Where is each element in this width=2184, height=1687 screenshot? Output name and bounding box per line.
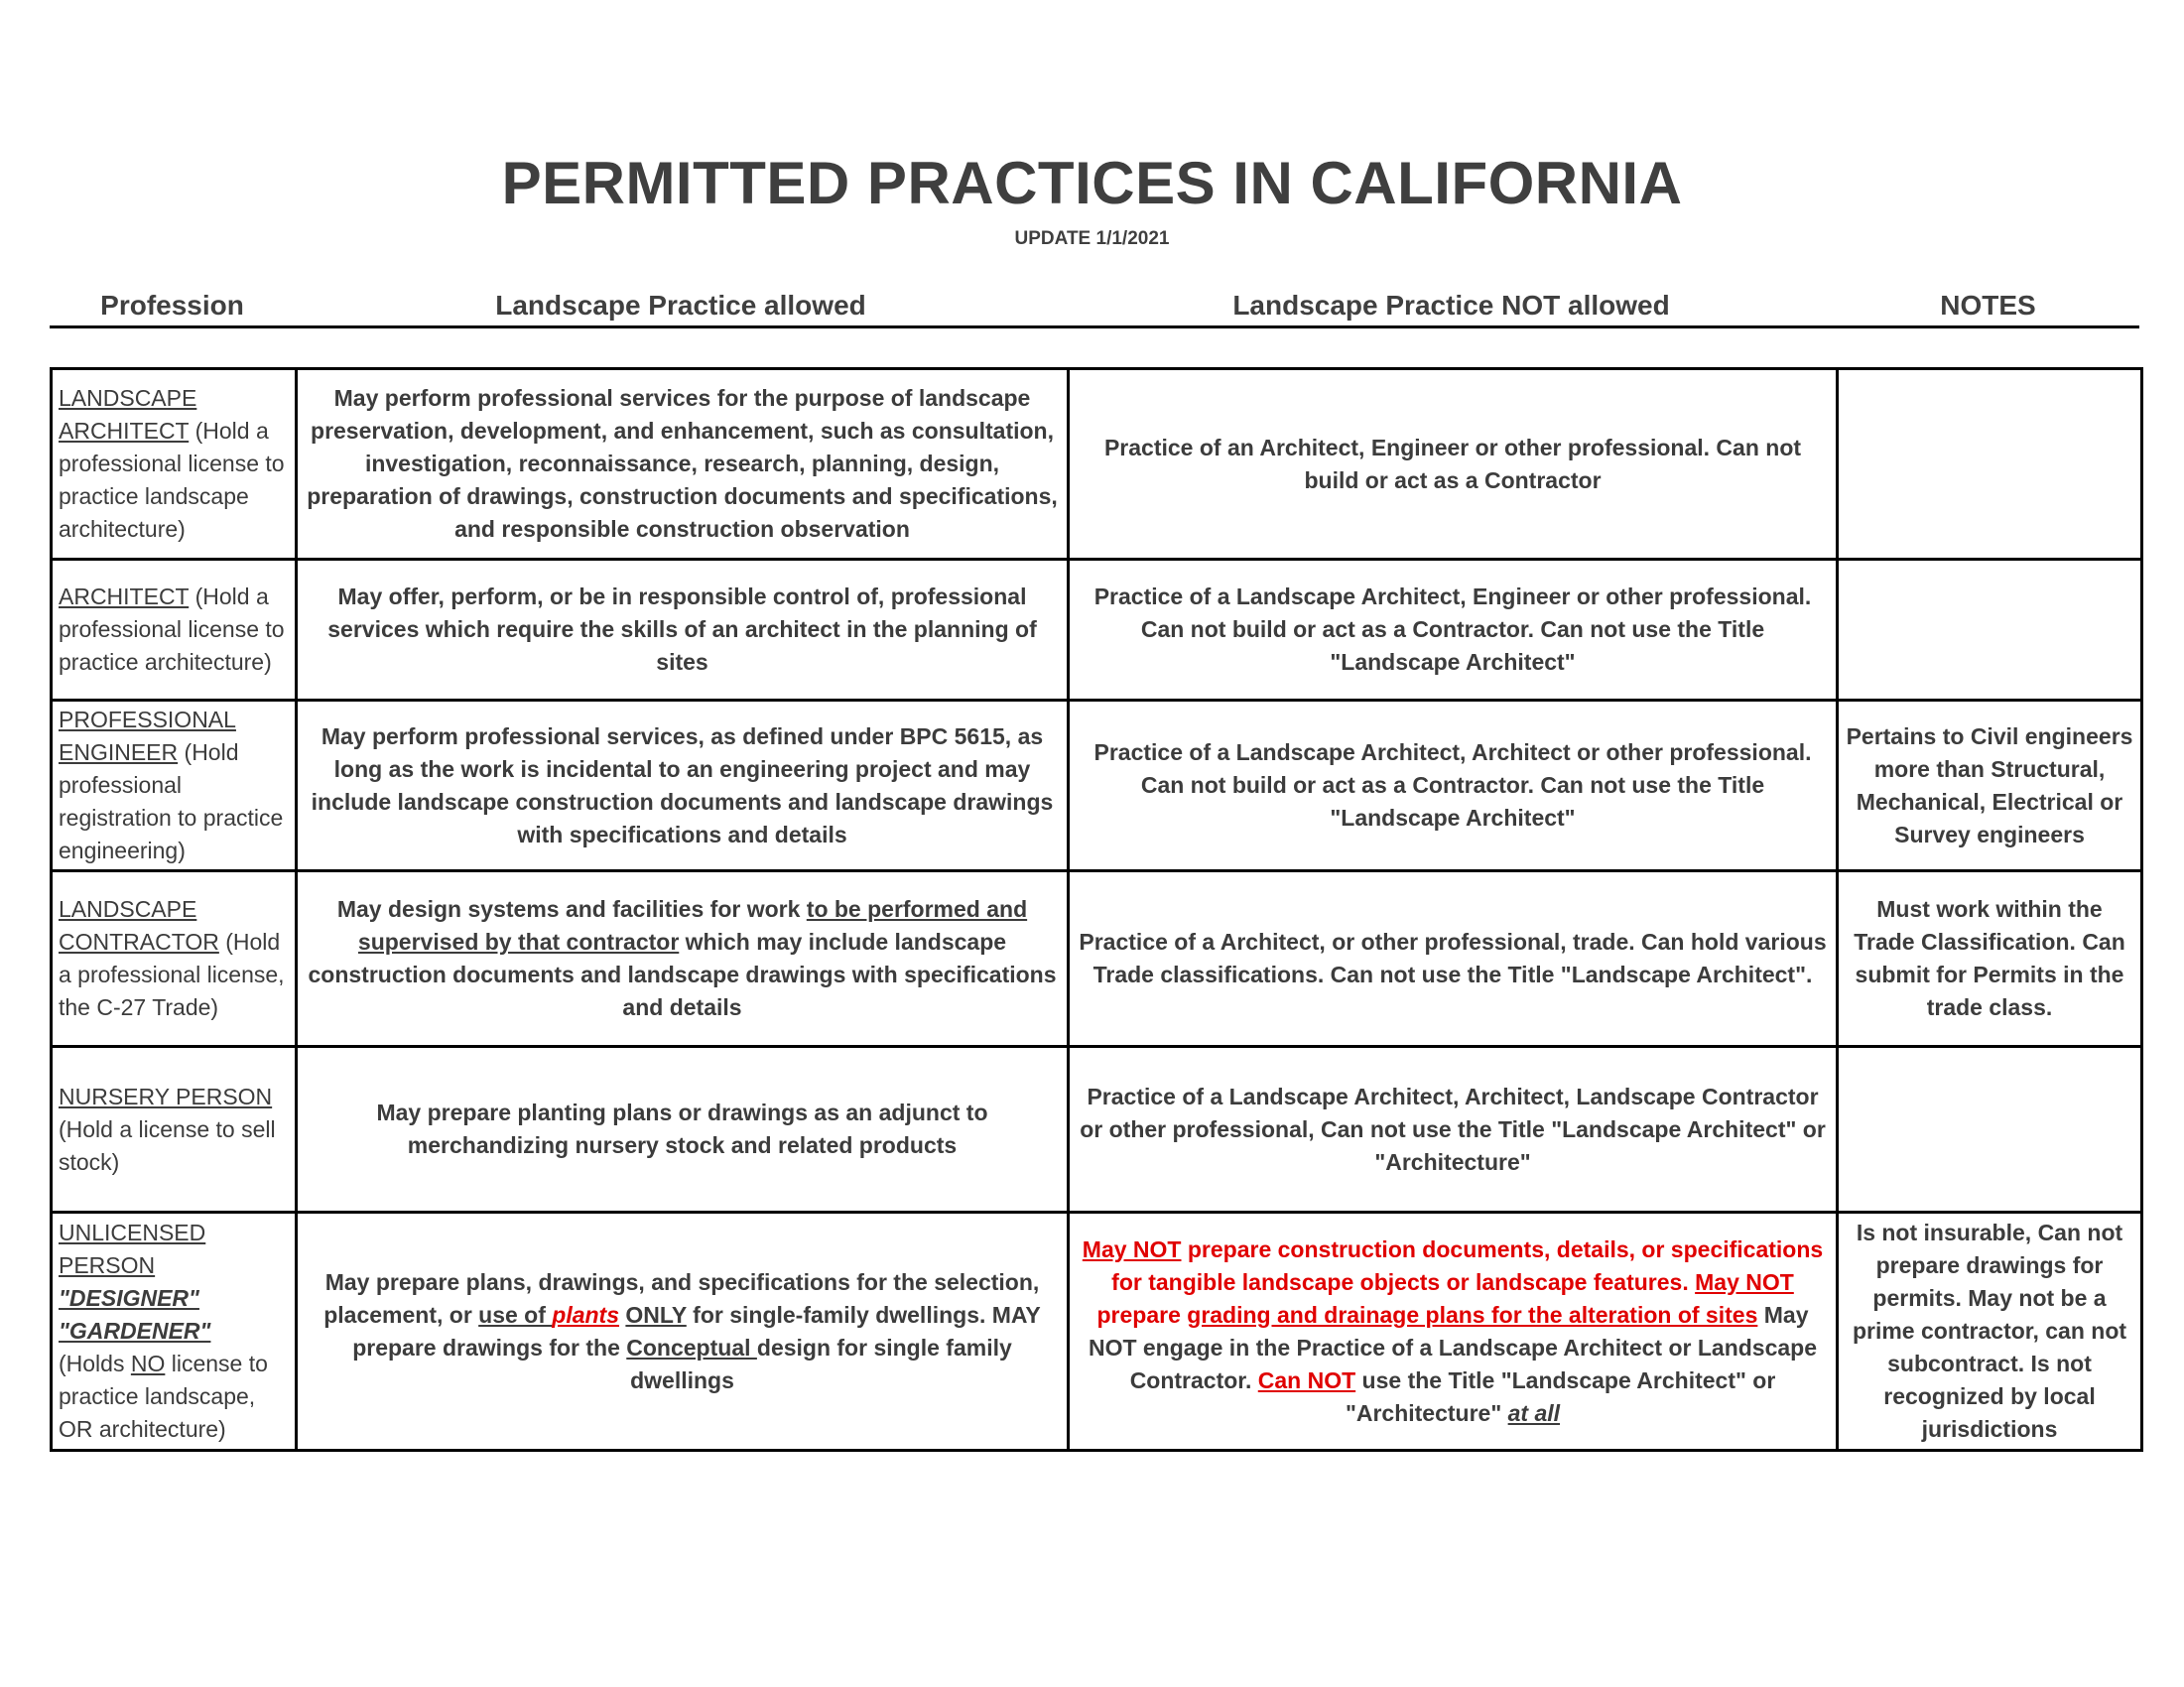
allowed-text: design for single family dwellings [630,1334,1012,1393]
allowed-cell: May perform professional services for the purpose of landscape preservation, development, and enhancement, such as consultation, investigation, reconnaissance, research, planning, design, preparation of drawings, construction documents and specifications, and responsible construction observation [297,369,1069,560]
column-header-profession: Profession [100,290,244,321]
page-title: PERMITTED PRACTICES IN CALIFORNIA [501,150,1683,216]
not-allowed-cell [1069,1213,1838,1451]
profession-description: (Hold a license to sell stock) [59,1115,276,1175]
not-allowed-red-text: prepare construction documents, details, or specifications for tangible landscape objects or landscape features. [1111,1235,1824,1295]
may-not-emphasis: May NOT [1082,1235,1182,1262]
practices-table [50,367,2143,1452]
profession-cell [52,871,297,1047]
not-allowed-text: May NOT engage in the Practice of a Landscape Architect or Landscape Contractor. [1088,1301,1818,1393]
column-header-allowed: Landscape Practice allowed [495,290,866,321]
allowed-cell [297,1213,1069,1451]
allowed-underlined-text: to be performed and supervised by that contractor [357,896,1028,955]
table-row [52,701,2142,871]
profession-description: (Hold professional registration to practice engineering) [59,739,284,863]
notes-cell [1838,369,2142,560]
allowed-cell: May perform professional services, as defined under BPC 5615, as long as the work is incidental to an engineering project and may include landscape construction documents and landscape drawings with specifications and details [297,701,1069,871]
not-allowed-cell: Practice of a Landscape Architect, Architect or other professional. Can not build or act as a Contractor. Can not use the Title "Landscape Architect" [1069,701,1838,871]
update-date: UPDATE 1/1/2021 [1014,228,1170,249]
table-row [52,871,2142,1047]
profession-name: LANDSCAPE ARCHITECT [59,385,197,444]
profession-description: (Hold a professional license to practice architecture) [59,584,285,675]
table-row [52,369,2142,560]
allowed-text: which may include landscape construction documents and landscape drawings with specifications and details [308,929,1057,1020]
allowed-text: for single-family dwellings. MAY prepare drawings for the [352,1301,1041,1361]
notes-cell [1838,560,2142,701]
notes-cell [1838,1047,2142,1213]
can-not-emphasis: Can NOT [1257,1366,1356,1393]
column-header-notes: NOTES [1940,290,2036,321]
profession-designer-label: "DESIGNER" [59,1285,199,1311]
not-allowed-cell: Practice of an Architect, Engineer or other professional. Can not build or act as a Contractor [1069,369,1838,560]
profession-name: ARCHITECT [59,584,190,609]
profession-cell [52,1047,297,1213]
not-allowed-cell: Practice of a Landscape Architect, Architect, Landscape Contractor or other professional, Can not use the Title "Landscape Architect" or "Architecture" [1069,1047,1838,1213]
allowed-only-emphasis: ONLY [625,1301,687,1328]
profession-name: UNLICENSED PERSON [59,1220,206,1278]
profession-cell [52,560,297,701]
profession-no-emphasis: NO [130,1351,166,1376]
header-divider [50,325,2139,328]
profession-name: PROFESSIONAL ENGINEER [59,707,236,765]
grading-drainage-emphasis: grading and drainage plans for the alteration of sites [1187,1301,1758,1328]
profession-cell [52,701,297,871]
profession-name: NURSERY PERSON [59,1083,273,1109]
allowed-cell: May prepare planting plans or drawings as an adjunct to merchandizing nursery stock and related products [297,1047,1069,1213]
table-row [52,1213,2142,1451]
allowed-use-of: use of [478,1301,553,1328]
profession-gardener-label: "GARDENER" [59,1318,211,1344]
profession-description: (Hold a professional license to practice landscape architecture) [59,418,285,542]
not-allowed-text: use the Title "Landscape Architect" or "Architecture" [1345,1366,1776,1426]
allowed-cell: May offer, perform, or be in responsible control of, professional services which require the skills of an architect in the planning of sites [297,560,1069,701]
at-all-emphasis: at all [1507,1399,1561,1426]
notes-cell: Is not insurable, Can not prepare drawings for permits. May not be a prime contractor, can not subcontract. Is not recognized by local jurisdictions [1838,1213,2142,1451]
profession-description: license to practice landscape, OR architecture) [59,1351,268,1442]
allowed-plants-emphasis: plants [552,1301,620,1328]
allowed-cell [297,871,1069,1047]
table-row [52,1047,2142,1213]
profession-name: LANDSCAPE CONTRACTOR [59,896,219,955]
not-allowed-cell: Practice of a Architect, or other professional, trade. Can hold various Trade classifications. Can not use the Title "Landscape Architect". [1069,871,1838,1047]
table-row [52,560,2142,701]
notes-cell: Must work within the Trade Classification. Can submit for Permits in the trade class. [1838,871,2142,1047]
allowed-text: May design systems and facilities for work [336,896,807,922]
allowed-text: May prepare plans, drawings, and specifications for the selection, placement, or [323,1268,1040,1328]
profession-cell [52,1213,297,1451]
not-allowed-cell: Practice of a Landscape Architect, Engineer or other professional. Can not build or act as a Contractor. Can not use the Title "Landscape Architect" [1069,560,1838,701]
not-allowed-red-text: prepare [1096,1301,1188,1328]
column-header-not-allowed: Landscape Practice NOT allowed [1232,290,1670,321]
profession-cell [52,369,297,560]
allowed-conceptual-emphasis: Conceptual [626,1334,757,1361]
profession-description: (Holds [59,1351,131,1376]
profession-description: (Hold a professional license, the C-27 Trade) [59,929,285,1020]
may-not-emphasis: May NOT [1695,1268,1794,1295]
notes-cell: Pertains to Civil engineers more than Structural, Mechanical, Electrical or Survey engineers [1838,701,2142,871]
